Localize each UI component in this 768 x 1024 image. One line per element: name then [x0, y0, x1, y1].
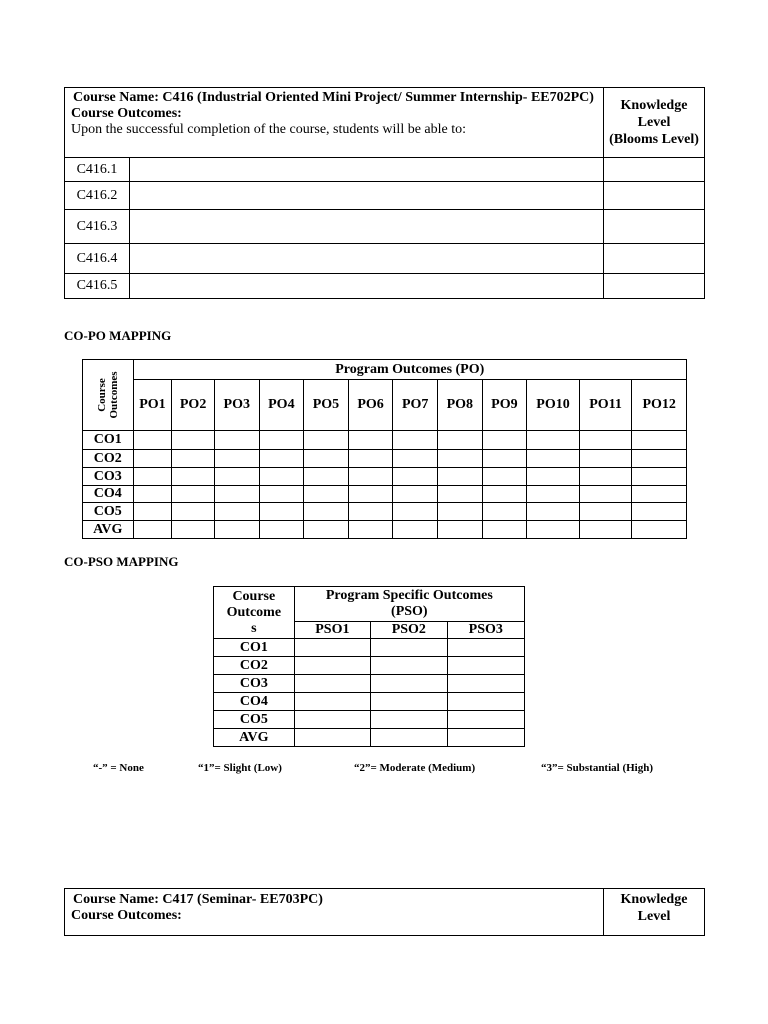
mapping-cell [371, 639, 447, 657]
course-outcomes-table-c416 [64, 87, 705, 299]
outcome-level [604, 274, 705, 299]
table-row [83, 503, 687, 521]
co-pso-mapping-title: CO-PSO MAPPING [64, 554, 179, 569]
mapping-cell [371, 657, 447, 675]
co-row-label: CO4 [83, 486, 134, 503]
mapping-cell [172, 468, 215, 486]
mapping-cell [133, 468, 172, 486]
mapping-cell [133, 503, 172, 521]
co-row-label: CO5 [214, 711, 295, 729]
mapping-cell [579, 486, 632, 503]
mapping-cell [632, 431, 687, 450]
knowledge-level-header: Knowledge Level (Blooms Level) [604, 88, 705, 158]
mapping-cell [527, 431, 580, 450]
mapping-cell [393, 450, 438, 468]
co-row-label: CO3 [214, 675, 295, 693]
mapping-cell [214, 468, 259, 486]
mapping-cell [437, 503, 482, 521]
table-row [83, 450, 687, 468]
outcome-text [130, 182, 604, 210]
table-row [214, 639, 525, 657]
mapping-cell [214, 450, 259, 468]
course-outcomes-corner: Course Outcomes [83, 360, 134, 431]
co-row-label: CO1 [83, 431, 134, 450]
table-row [83, 468, 687, 486]
mapping-cell [172, 486, 215, 503]
mapping-cell [304, 450, 349, 468]
table-row [214, 675, 525, 693]
mapping-cell [304, 431, 349, 450]
mapping-cell [348, 486, 393, 503]
mapping-cell [393, 486, 438, 503]
course-header-cell [65, 88, 604, 158]
mapping-cell [527, 503, 580, 521]
co-po-mapping-table [82, 359, 687, 539]
co-row-label: CO2 [83, 450, 134, 468]
mapping-cell [579, 431, 632, 450]
mapping-cell [527, 450, 580, 468]
mapping-cell [348, 521, 393, 539]
outcome-text [130, 210, 604, 244]
mapping-cell [393, 468, 438, 486]
mapping-cell [393, 431, 438, 450]
outcome-level [604, 182, 705, 210]
mapping-cell [304, 521, 349, 539]
mapping-cell [133, 450, 172, 468]
mapping-cell [482, 503, 527, 521]
po-column-header: PO6 [348, 380, 393, 431]
mapping-cell [527, 468, 580, 486]
mapping-cell [482, 431, 527, 450]
po-column-header: PO10 [527, 380, 580, 431]
co-row-label: CO3 [83, 468, 134, 486]
mapping-cell [294, 711, 370, 729]
mapping-cell [304, 468, 349, 486]
po-column-header: PO4 [259, 380, 304, 431]
mapping-cell [371, 675, 447, 693]
mapping-cell [482, 468, 527, 486]
mapping-cell [172, 450, 215, 468]
mapping-cell [437, 486, 482, 503]
table-row [83, 521, 687, 539]
mapping-cell [259, 486, 304, 503]
mapping-cell [393, 503, 438, 521]
mapping-cell [348, 431, 393, 450]
table-row [83, 486, 687, 503]
mapping-cell [304, 486, 349, 503]
co-row-label: AVG [83, 521, 134, 539]
legend-substantial: “3”= Substantial (High) [541, 762, 654, 774]
co-row-label: CO1 [214, 639, 295, 657]
mapping-cell [214, 503, 259, 521]
mapping-cell [447, 693, 524, 711]
mapping-cell [259, 521, 304, 539]
table-row [65, 158, 705, 182]
mapping-cell [133, 431, 172, 450]
co-po-mapping-title: CO-PO MAPPING [64, 328, 172, 343]
mapping-cell [447, 657, 524, 675]
outcome-text [130, 274, 604, 299]
course-name: Course Name: C417 (Seminar- EE703PC) [73, 892, 323, 907]
mapping-cell [632, 450, 687, 468]
mapping-cell [348, 450, 393, 468]
table-row [83, 431, 687, 450]
po-column-header: PO12 [632, 380, 687, 431]
mapping-cell [579, 450, 632, 468]
table-row [214, 657, 525, 675]
mapping-cell [214, 521, 259, 539]
po-column-header: PO8 [437, 380, 482, 431]
table-row [65, 244, 705, 274]
mapping-cell [579, 521, 632, 539]
outcome-code: C416.2 [65, 182, 130, 210]
table-row [214, 693, 525, 711]
mapping-cell [632, 503, 687, 521]
mapping-cell [259, 468, 304, 486]
mapping-cell [447, 639, 524, 657]
po-column-header: PO1 [133, 380, 172, 431]
course-outcomes-label: Course Outcomes: [71, 908, 182, 923]
mapping-cell [294, 693, 370, 711]
mapping-cell [294, 675, 370, 693]
table-row [214, 729, 525, 747]
mapping-cell [371, 693, 447, 711]
co-pso-mapping-table [213, 586, 525, 747]
course-intro: Upon the successful completion of the course, students will be able to: [71, 122, 467, 137]
mapping-cell [348, 503, 393, 521]
outcome-text [130, 244, 604, 274]
po-column-header: PO7 [393, 380, 438, 431]
mapping-cell [172, 521, 215, 539]
legend-none: “-” = None [93, 762, 144, 774]
mapping-cell [259, 503, 304, 521]
co-row-label: CO5 [83, 503, 134, 521]
mapping-cell [259, 450, 304, 468]
mapping-cell [527, 521, 580, 539]
mapping-cell [437, 431, 482, 450]
mapping-cell [482, 450, 527, 468]
outcome-code: C416.3 [65, 210, 130, 244]
co-row-label: AVG [214, 729, 295, 747]
legend-slight: “1”= Slight (Low) [198, 762, 282, 774]
mapping-cell [214, 431, 259, 450]
mapping-cell [447, 711, 524, 729]
outcome-code: C416.5 [65, 274, 130, 299]
mapping-cell [437, 468, 482, 486]
mapping-cell [294, 657, 370, 675]
mapping-cell [527, 486, 580, 503]
mapping-cell [437, 450, 482, 468]
mapping-cell [393, 521, 438, 539]
mapping-cell [214, 486, 259, 503]
pso-column-header: PSO3 [447, 622, 524, 639]
mapping-cell [632, 468, 687, 486]
legend-moderate: “2”= Moderate (Medium) [354, 762, 476, 774]
course-outcomes-label: Course Outcomes: [71, 106, 182, 121]
mapping-cell [482, 486, 527, 503]
mapping-cell [482, 521, 527, 539]
course-outcomes-corner: Course Outcome s [214, 587, 295, 639]
mapping-cell [259, 431, 304, 450]
po-column-header: PO3 [214, 380, 259, 431]
table-row [214, 711, 525, 729]
po-header-row [83, 380, 687, 431]
mapping-cell [348, 468, 393, 486]
po-column-header: PO9 [482, 380, 527, 431]
table-row [65, 210, 705, 244]
mapping-cell [294, 639, 370, 657]
course-name: Course Name: C416 (Industrial Oriented Mini Project/ Summer Internship- EE702PC) [73, 90, 594, 105]
course-header-cell [65, 889, 604, 936]
mapping-cell [437, 521, 482, 539]
mapping-cell [579, 503, 632, 521]
co-row-label: CO4 [214, 693, 295, 711]
mapping-cell [172, 503, 215, 521]
outcome-level [604, 210, 705, 244]
outcome-level [604, 244, 705, 274]
outcome-level [604, 158, 705, 182]
outcome-code: C416.1 [65, 158, 130, 182]
table-row [65, 274, 705, 299]
pso-column-header: PSO1 [294, 622, 370, 639]
po-column-header: PO2 [172, 380, 215, 431]
mapping-cell [371, 711, 447, 729]
po-column-header: PO5 [304, 380, 349, 431]
mapping-cell [133, 521, 172, 539]
mapping-cell [294, 729, 370, 747]
mapping-cell [133, 486, 172, 503]
co-row-label: CO2 [214, 657, 295, 675]
mapping-cell [447, 729, 524, 747]
mapping-cell [172, 431, 215, 450]
knowledge-level-header: Knowledge Level [604, 889, 705, 936]
mapping-cell [579, 468, 632, 486]
pso-group-header: Program Specific Outcomes (PSO) [294, 587, 524, 622]
table-row [65, 182, 705, 210]
mapping-cell [304, 503, 349, 521]
pso-column-header: PSO2 [371, 622, 447, 639]
outcome-text [130, 158, 604, 182]
outcome-code: C416.4 [65, 244, 130, 274]
po-column-header: PO11 [579, 380, 632, 431]
mapping-cell [371, 729, 447, 747]
program-outcomes-header: Program Outcomes (PO) [133, 360, 686, 380]
mapping-cell [632, 486, 687, 503]
course-outcomes-table-c417 [64, 888, 705, 936]
mapping-cell [632, 521, 687, 539]
mapping-cell [447, 675, 524, 693]
